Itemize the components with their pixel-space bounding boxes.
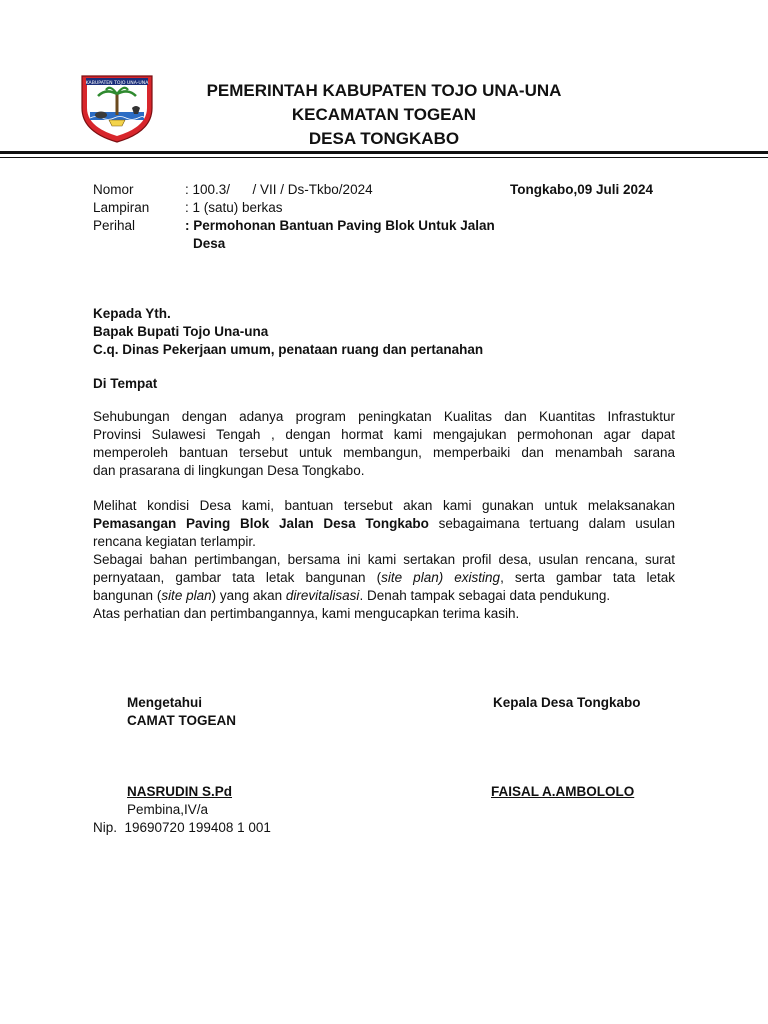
- nomor-label: Nomor: [93, 182, 134, 197]
- paragraph-line: Sehubungan dengan adanya program peningkatan Kualitas dan Kuantitas Infrastuktur: [93, 409, 675, 424]
- body-paragraph-2: [93, 497, 675, 551]
- recipient-place: Di Tempat: [93, 376, 158, 391]
- paragraph-line: rencana kegiatan terlampir.: [93, 534, 256, 549]
- paragraph-line-text: . Denah tampak sebagai data pendukung.: [359, 588, 611, 603]
- italic-term: site plan) existing: [381, 570, 501, 585]
- recipient-name: Bapak Bupati Tojo Una-una: [93, 324, 269, 339]
- italic-term: direvitalisasi: [285, 588, 360, 603]
- body-paragraph-1: [93, 408, 675, 480]
- left-signatory-nip: Nip. 19690720 199408 1 001: [93, 820, 271, 835]
- perihal-value-continued: Desa: [193, 236, 226, 251]
- left-signatory-title: Mengetahui: [127, 695, 203, 710]
- paragraph-line-text: ) yang akan: [211, 588, 286, 603]
- right-signatory-name: FAISAL A.AMBOLOLO: [491, 784, 635, 799]
- project-name-emphasis: Pemasangan Paving Blok Jalan Desa Tongkabo: [93, 516, 429, 531]
- lampiran-value: : 1 (satu) berkas: [185, 200, 283, 215]
- paragraph-line-text: sebagaimana tertuang dalam usulan: [428, 516, 675, 531]
- letterhead-divider-thin: [0, 157, 768, 158]
- right-signatory-title: Kepala Desa Tongkabo: [493, 695, 641, 710]
- paragraph-line-text: , serta gambar tata letak: [500, 570, 675, 585]
- italic-term: site plan: [161, 588, 212, 603]
- left-signatory-rank: Pembina,IV/a: [127, 802, 209, 817]
- paragraph-line: Provinsi Sulawesi Tengah , dengan hormat kami mengajukan permohonan agar dapat: [93, 427, 675, 442]
- letterhead-village: DESA TONGKABO: [308, 129, 460, 148]
- letterhead-district: KECAMATAN TOGEAN: [291, 105, 477, 124]
- recipient-department: C.q. Dinas Pekerjaan umum, penataan ruang dan pertanahan: [93, 342, 484, 357]
- paragraph-line: memperoleh bantuan tersebut untuk membangun, memperbaiki dan menambah sarana: [93, 445, 675, 460]
- paragraph-line: [93, 515, 675, 533]
- paragraph-line: dan prasarana di lingkungan Desa Tongkabo.: [93, 463, 365, 478]
- paragraph-line: [93, 587, 675, 605]
- paragraph-line: Sebagai bahan pertimbangan, bersama ini kami sertakan profil desa, usulan rencana, surat: [93, 552, 675, 567]
- paragraph-line: Melihat kondisi Desa kami, bantuan tersebut akan kami gunakan untuk melaksanakan: [93, 498, 675, 513]
- left-signatory-office: CAMAT TOGEAN: [127, 713, 236, 728]
- letterhead-government: PEMERINTAH KABUPATEN TOJO UNA-UNA: [206, 81, 562, 100]
- perihal-label: Perihal: [93, 218, 136, 233]
- recipient-salutation: Kepada Yth.: [93, 306, 171, 321]
- lampiran-label: Lampiran: [93, 200, 150, 215]
- closing-paragraph: Atas perhatian dan pertimbangannya, kami mengucapkan terima kasih.: [93, 606, 520, 621]
- regency-emblem-logo: [76, 70, 158, 144]
- nomor-value: : 100.3/ / VII / Ds-Tkbo/2024: [185, 182, 373, 197]
- paragraph-line-text: pernyataan, gambar tata letak bangunan (: [93, 570, 382, 585]
- paragraph-line: [93, 569, 675, 587]
- letterhead-divider-thick: [0, 151, 768, 154]
- logo-caption-text: KABUPATEN TOJO UNA-UNA: [85, 81, 149, 86]
- perihal-value: : Permohonan Bantuan Paving Blok Untuk Jalan: [185, 218, 495, 233]
- body-paragraph-3: [93, 551, 675, 605]
- paragraph-line-text: bangunan (: [93, 588, 162, 603]
- place-date: Tongkabo,09 Juli 2024: [510, 182, 654, 197]
- left-signatory-name: NASRUDIN S.Pd: [127, 784, 233, 799]
